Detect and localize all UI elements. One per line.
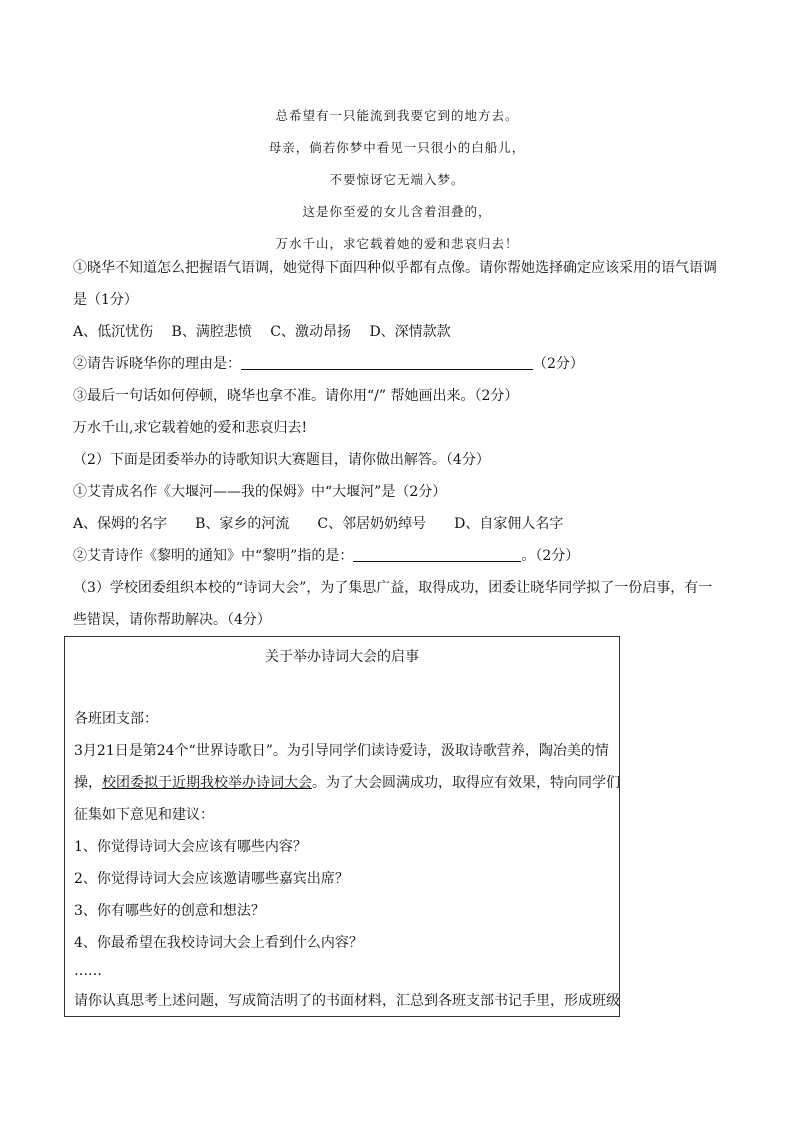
notice-closing-line: 请你认真思考上述问题，写成简洁明了的书面材料，汇总到各班支部书记手里，形成班级	[74, 993, 620, 1009]
notice-box	[64, 636, 620, 1017]
poem-line: 总希望有一只能流到我要它到的地方去。	[275, 108, 519, 123]
poem-line: 不要惊讶它无端入梦。	[329, 172, 465, 187]
part-2-question-1-options: A、保姆的名字 B、家乡的河流 C、邻居奶奶绰号 D、自家佣人名字	[73, 516, 564, 532]
notice-body-text: 。为了大会圆满成功，取得应有效果，特向同学们	[312, 775, 620, 791]
answer-blank[interactable]	[353, 545, 521, 562]
question-1-line-2: 是（1分）	[73, 292, 138, 308]
poem-line: 万水千山，求它载着她的爱和悲哀归去！	[275, 236, 519, 251]
part-2-question-1: ①艾青成名作《大堰河——我的保姆》中“大堰河”是（2分）	[73, 484, 447, 500]
notice-body-line	[74, 767, 620, 799]
part-2-intro: （2）下面是团委举办的诗歌知识大赛题目，请你做出解答。（4分）	[73, 452, 490, 468]
poem-line: 母亲，倘若你梦中看见一只很小的白船儿，	[268, 140, 526, 155]
question-2-prompt: ②请告诉晓华你的理由是：	[73, 356, 241, 372]
notice-ellipsis: ……	[74, 963, 102, 979]
question-3-sentence: 万水千山,求它载着她的爱和悲哀归去!	[73, 420, 308, 436]
notice-list-item: 1、你觉得诗词大会应该有哪些内容？	[74, 839, 307, 855]
notice-body-line: 3月21日是第24个“世界诗歌日”。为引导同学们读诗爱诗，汲取诗歌营养，陶冶美的情	[74, 743, 609, 759]
part-3-line-1-dup: 些错误，请你帮助解决。（4分）	[73, 612, 271, 628]
part-2-question-2-score: 。（2分）	[521, 548, 580, 564]
part-3-line-1: （3）学校团委组织本校的“诗词大会”，为了集思广益，取得成功，团委让晓华同学拟了一份启事，有一	[73, 580, 713, 596]
notice-body-line: 征集如下意见和建议：	[74, 807, 214, 823]
notice-title: 关于举办诗词大会的启事	[265, 649, 419, 665]
question-3: ③最后一句话如何停顿，晓华也拿不准。请你用“/” 帮她画出来。（2分）	[73, 388, 519, 404]
question-2-score: （2分）	[533, 356, 584, 372]
part-2-question-2	[73, 540, 733, 572]
poem-excerpt	[0, 100, 794, 260]
answer-blank[interactable]	[241, 353, 533, 370]
notice-list-item: 3、你有哪些好的创意和想法？	[74, 903, 265, 919]
part-2-question-2-prompt: ②艾青诗作《黎明的通知》中“黎明”指的是：	[73, 548, 354, 564]
question-1-line-1: ①晓华不知道怎么把握语气语调，她觉得下面四种似乎都有点像。请你帮她选择确定应该采用的语气语调	[73, 260, 717, 276]
question-2	[73, 348, 733, 380]
notice-salutation: 各班团支部：	[74, 711, 158, 727]
notice-list-item: 4、你最希望在我校诗词大会上看到什么内容？	[74, 935, 363, 951]
underlined-error-sentence: 校团委拟于近期我校举办诗词大会	[102, 775, 312, 791]
notice-list-item: 2、你觉得诗词大会应该邀请哪些嘉宾出席？	[74, 871, 349, 887]
poem-line: 这是你至爱的女儿含着泪叠的，	[302, 204, 492, 219]
notice-body-text: 操，	[74, 775, 102, 791]
question-1-options: A、低沉忧伤 B、满腔悲愤 C、激动昂扬 D、深情款款	[73, 324, 451, 340]
